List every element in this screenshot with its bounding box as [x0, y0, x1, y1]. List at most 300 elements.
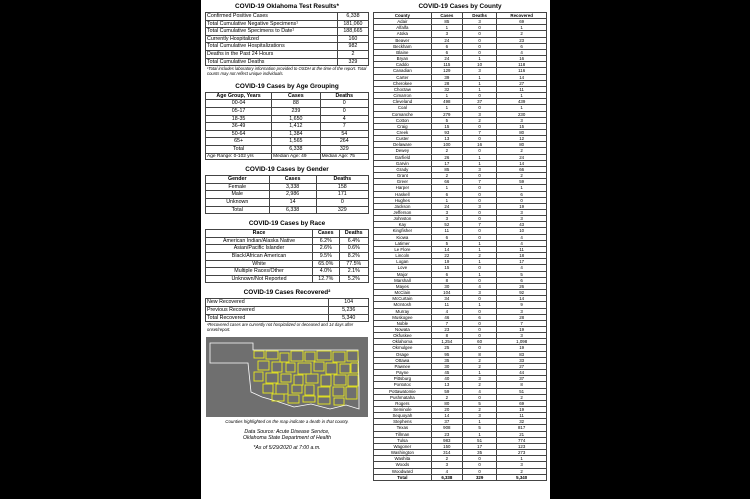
race-row	[206, 268, 369, 276]
county-deaths: 0	[462, 228, 496, 234]
county-deaths: 3	[462, 68, 496, 74]
county-deaths: 0	[462, 191, 496, 197]
age-cases: 1,650	[272, 115, 320, 123]
county-recovered: 19	[497, 345, 547, 351]
age-group: 50-64	[206, 130, 272, 138]
county-deaths: 0	[462, 326, 496, 332]
county-cases: 39	[431, 74, 462, 80]
gender-deaths: 171	[316, 191, 368, 199]
county-deaths: 1	[462, 56, 496, 62]
county-deaths: 0	[462, 265, 496, 271]
county-recovered: 80	[497, 142, 547, 148]
county-recovered: 1	[497, 185, 547, 191]
race-cases: 6.2%	[313, 237, 340, 245]
gender-table	[205, 175, 369, 214]
gender-header-deaths: Deaths	[316, 176, 368, 184]
county-recovered: 6	[497, 277, 547, 283]
county-recovered: 4	[497, 265, 547, 271]
county-name: Kingfisher	[374, 228, 432, 234]
county-deaths: 1	[462, 246, 496, 252]
county-name: Osage	[374, 351, 432, 357]
county-deaths: 3	[462, 203, 496, 209]
age-deaths: 329	[320, 145, 368, 153]
county-recovered: 4	[497, 49, 547, 55]
county-cases: 1	[431, 185, 462, 191]
race-header-race: Race	[206, 230, 313, 238]
age-row	[206, 100, 369, 108]
age-deaths: 7	[320, 123, 368, 131]
county-deaths: 0	[462, 333, 496, 339]
county-deaths: 3	[462, 413, 496, 419]
county-deaths: 7	[462, 179, 496, 185]
county-deaths: 0	[462, 462, 496, 468]
county-recovered: 5	[497, 271, 547, 277]
county-deaths: 2	[462, 363, 496, 369]
county-cases: 7	[431, 320, 462, 326]
test-result-value: 188,665	[337, 28, 368, 36]
county-name: Hughes	[374, 197, 432, 203]
race-deaths: 0.6%	[339, 245, 368, 253]
county-name: Nowata	[374, 326, 432, 332]
county-recovered: 69	[497, 19, 547, 25]
county-recovered: 10	[497, 228, 547, 234]
gender-gender: Total	[206, 206, 270, 214]
county-name: Stephens	[374, 419, 432, 425]
county-name: Bryan	[374, 56, 432, 62]
county-name: Comanche	[374, 111, 432, 117]
county-cases: 11	[431, 228, 462, 234]
county-name: Pontotoc	[374, 382, 432, 388]
gender-title: COVID-19 Cases by Gender	[245, 166, 329, 174]
race-row	[206, 275, 369, 283]
county-cases: 80	[431, 400, 462, 406]
county-cases: 2	[431, 394, 462, 400]
county-name: Dewey	[374, 148, 432, 154]
county-name: Sequoyah	[374, 413, 432, 419]
county-deaths: 0	[462, 49, 496, 55]
county-cases: 22	[431, 253, 462, 259]
county-cases: 5	[431, 240, 462, 246]
county-cases: 6	[431, 49, 462, 55]
county-name: Ottawa	[374, 357, 432, 363]
county-cases: 14	[431, 413, 462, 419]
age-cases: 88	[272, 100, 320, 108]
data-source-line1: Data Source: Acute Disease Service,	[244, 428, 330, 435]
county-deaths: 10	[462, 62, 496, 68]
county-deaths: 3	[462, 19, 496, 25]
county-name: Tillman	[374, 431, 432, 437]
county-name: Cherokee	[374, 80, 432, 86]
gender-cases: 3,338	[269, 183, 316, 191]
county-name: Pawnee	[374, 363, 432, 369]
data-source-line2: Oklahoma State Department of Health	[243, 435, 331, 442]
county-recovered: 5,340	[497, 474, 547, 480]
county-cases: 13	[431, 136, 462, 142]
county-recovered: 1	[497, 93, 547, 99]
county-deaths: 4	[462, 283, 496, 289]
county-deaths: 0	[462, 308, 496, 314]
county-deaths: 7	[462, 222, 496, 228]
test-result-label: Total Cumulative Hospitalizations	[206, 43, 338, 51]
gender-row	[206, 199, 369, 207]
race-deaths: 6.4%	[339, 237, 368, 245]
county-recovered: 2	[497, 173, 547, 179]
age-group: Total	[206, 145, 272, 153]
county-name: Cimarron	[374, 93, 432, 99]
county-deaths: 1	[462, 86, 496, 92]
county-recovered: 6	[497, 191, 547, 197]
county-cases: 3	[431, 210, 462, 216]
race-header-cases: Cases	[313, 230, 340, 238]
county-cases: 14	[431, 246, 462, 252]
age-cases: 239	[272, 107, 320, 115]
county-name: Caddo	[374, 62, 432, 68]
county-cases: 4	[431, 468, 462, 474]
county-cases: 85	[431, 19, 462, 25]
age-range: Age Range: 0-102 yrs	[206, 153, 272, 160]
recovered-row	[206, 307, 369, 315]
gender-cases: 6,338	[269, 206, 316, 214]
recovered-title: COVID-19 Cases Recovered²	[243, 289, 331, 297]
county-recovered: 3	[497, 216, 547, 222]
county-recovered: 16	[497, 56, 547, 62]
county-name: Washington	[374, 450, 432, 456]
county-deaths: 0	[462, 197, 496, 203]
county-name: Kiowa	[374, 234, 432, 240]
county-deaths: 3	[462, 111, 496, 117]
race-row	[206, 253, 369, 261]
age-row	[206, 107, 369, 115]
county-name: Okmulgee	[374, 345, 432, 351]
county-deaths: 0	[462, 25, 496, 31]
county-deaths: 0	[462, 216, 496, 222]
county-name: Harper	[374, 185, 432, 191]
county-recovered: 23	[497, 37, 547, 43]
county-recovered: 33	[497, 357, 547, 363]
county-recovered: 123	[497, 443, 547, 449]
county-deaths: 0	[462, 210, 496, 216]
county-cases: 279	[431, 111, 462, 117]
county-name: Grady	[374, 166, 432, 172]
county-name: Texas	[374, 425, 432, 431]
county-name: Pottawatomie	[374, 388, 432, 394]
race-deaths: 2.1%	[339, 268, 368, 276]
county-recovered: 1,098	[497, 339, 547, 345]
county-deaths: 1	[462, 431, 496, 437]
test-result-label: Confirmed Positive Cases	[206, 13, 338, 21]
county-recovered: 9	[497, 302, 547, 308]
county-deaths: 6	[462, 314, 496, 320]
county-recovered: 2	[497, 394, 547, 400]
county-deaths: 2	[462, 117, 496, 123]
right-column	[373, 2, 547, 481]
age-group: 00-04	[206, 100, 272, 108]
county-deaths: 0	[462, 185, 496, 191]
county-recovered: 11	[497, 246, 547, 252]
test-results-row	[206, 58, 369, 66]
gender-deaths: 329	[316, 206, 368, 214]
gender-deaths: 158	[316, 183, 368, 191]
county-deaths: 2	[462, 357, 496, 363]
test-result-value: 6,338	[337, 13, 368, 21]
age-row	[206, 115, 369, 123]
county-recovered: 6	[497, 43, 547, 49]
age-row	[206, 145, 369, 153]
test-result-label: Total Cumulative Deaths	[206, 58, 338, 66]
test-results-row	[206, 50, 369, 58]
county-name: Custer	[374, 136, 432, 142]
county-cases: 6	[431, 271, 462, 277]
race-cases: 65.0%	[313, 260, 340, 268]
county-name: Rogers	[374, 400, 432, 406]
county-name: Muskogee	[374, 314, 432, 320]
county-recovered: 51	[497, 388, 547, 394]
gender-row	[206, 206, 369, 214]
county-name: Canadian	[374, 68, 432, 74]
county-recovered: 4	[497, 234, 547, 240]
county-recovered: 118	[497, 62, 547, 68]
county-header-county: County	[374, 13, 432, 19]
county-recovered: 14	[497, 74, 547, 80]
county-name: McCurtain	[374, 296, 432, 302]
county-cases: 37	[431, 419, 462, 425]
county-name: Atoka	[374, 31, 432, 37]
county-recovered: 11	[497, 86, 547, 92]
race-header-deaths: Deaths	[339, 230, 368, 238]
county-deaths: 0	[462, 468, 496, 474]
test-results-table	[205, 12, 369, 66]
gender-row	[206, 191, 369, 199]
county-name: Pittsburg	[374, 376, 432, 382]
test-results-title: COVID-19 Oklahoma Test Results*	[235, 3, 339, 10]
race-cases: 12.7%	[313, 275, 340, 283]
county-deaths: 1	[462, 240, 496, 246]
county-recovered: 3	[497, 462, 547, 468]
race-race: Multiple Races/Other	[206, 268, 313, 276]
recovered-label: Total Recovered	[206, 314, 329, 322]
county-name: Jefferson	[374, 210, 432, 216]
county-deaths: 17	[462, 443, 496, 449]
county-cases: 3	[431, 462, 462, 468]
county-recovered: 14	[497, 296, 547, 302]
county-header-cases: Cases	[431, 13, 462, 19]
county-deaths: 0	[462, 105, 496, 111]
county-name: Beckham	[374, 43, 432, 49]
county-name: Adair	[374, 19, 432, 25]
county-name: Wagoner	[374, 443, 432, 449]
county-recovered: 19	[497, 407, 547, 413]
median-age-deaths: Median Age: 75	[320, 153, 368, 160]
age-deaths: 264	[320, 138, 368, 146]
race-row	[206, 260, 369, 268]
test-result-label: Deaths in the Past 24 Hours	[206, 50, 338, 58]
county-cases: 115	[431, 62, 462, 68]
county-recovered: 21	[497, 431, 547, 437]
county-name: Cotton	[374, 117, 432, 123]
county-recovered: 3	[497, 117, 547, 123]
county-recovered: 17	[497, 259, 547, 265]
age-deaths: 0	[320, 107, 368, 115]
county-recovered: 19	[497, 326, 547, 332]
age-table	[205, 92, 369, 161]
county-cases: 23	[431, 326, 462, 332]
recovered-label: Previous Recovered	[206, 307, 329, 315]
county-cases: 24	[431, 56, 462, 62]
county-cases: 66	[431, 179, 462, 185]
county-deaths: 60	[462, 339, 496, 345]
county-name: Major	[374, 271, 432, 277]
county-recovered: 3	[497, 333, 547, 339]
recovered-value: 5,340	[329, 314, 369, 322]
age-cases: 1,412	[272, 123, 320, 131]
age-row	[206, 123, 369, 131]
county-recovered: 1	[497, 105, 547, 111]
age-header-group: Age Group, Years	[206, 92, 272, 100]
recovered-row	[206, 314, 369, 322]
county-cases: 8	[431, 333, 462, 339]
county-recovered: 19	[497, 203, 547, 209]
race-deaths: 8.2%	[339, 253, 368, 261]
gender-header-gender: Gender	[206, 176, 270, 184]
county-recovered: 2	[497, 31, 547, 37]
gender-gender: Unknown	[206, 199, 270, 207]
county-name: Woods	[374, 462, 432, 468]
county-deaths: 1	[462, 80, 496, 86]
race-title: COVID-19 Cases by Race	[248, 220, 326, 228]
county-cases: 46	[431, 314, 462, 320]
county-name: Love	[374, 265, 432, 271]
county-recovered: 8	[497, 382, 547, 388]
county-recovered: 92	[497, 290, 547, 296]
county-cases: 2	[431, 173, 462, 179]
county-deaths: 0	[462, 93, 496, 99]
county-name: Greer	[374, 179, 432, 185]
recovered-value: 5,236	[329, 307, 369, 315]
county-name: Beaver	[374, 37, 432, 43]
county-name: Latimer	[374, 240, 432, 246]
county-deaths: 1	[462, 259, 496, 265]
county-deaths: 16	[462, 142, 496, 148]
county-header-deaths: Deaths	[462, 13, 496, 19]
recovered-table	[205, 298, 369, 322]
race-race: Black/African American	[206, 253, 313, 261]
county-deaths: 0	[462, 43, 496, 49]
county-table	[373, 12, 547, 481]
county-recovered: 18	[497, 253, 547, 259]
race-cases: 2.6%	[313, 245, 340, 253]
race-row	[206, 237, 369, 245]
county-cases: 85	[431, 166, 462, 172]
county-recovered: 2	[497, 468, 547, 474]
test-result-value: 160	[337, 35, 368, 43]
race-race: Asian/Pacific Islander	[206, 245, 313, 253]
county-cases: 30	[431, 283, 462, 289]
county-recovered: 14	[497, 160, 547, 166]
median-age-cases: Median Age: 49	[272, 153, 320, 160]
county-recovered: 439	[497, 99, 547, 105]
age-header-cases: Cases	[272, 92, 320, 100]
county-deaths: 7	[462, 129, 496, 135]
gender-gender: Female	[206, 183, 270, 191]
county-deaths: 8	[462, 351, 496, 357]
county-recovered: 7	[497, 320, 547, 326]
county-deaths: 0	[462, 296, 496, 302]
age-group: 18-35	[206, 115, 272, 123]
county-name: Creek	[374, 129, 432, 135]
county-cases: 35	[431, 357, 462, 363]
county-recovered: 27	[497, 363, 547, 369]
county-deaths: 2	[462, 382, 496, 388]
county-name: McClain	[374, 290, 432, 296]
county-recovered: 83	[497, 351, 547, 357]
county-cases: 23	[431, 431, 462, 437]
county-cases: 6	[431, 234, 462, 240]
county-cases: 3	[431, 31, 462, 37]
county-name: Pushmataha	[374, 394, 432, 400]
county-recovered: 32	[497, 419, 547, 425]
county-recovered: 59	[497, 179, 547, 185]
county-deaths: 0	[462, 37, 496, 43]
county-cases: 19	[431, 259, 462, 265]
county-recovered: 774	[497, 437, 547, 443]
county-deaths: 329	[462, 474, 496, 480]
county-deaths: 0	[462, 123, 496, 129]
county-recovered: 273	[497, 450, 547, 456]
county-deaths: 1	[462, 271, 496, 277]
county-recovered: 11	[497, 413, 547, 419]
county-deaths: 0	[462, 456, 496, 462]
county-recovered: 27	[497, 80, 547, 86]
county-cases: 1	[431, 197, 462, 203]
county-deaths: 2	[462, 253, 496, 259]
county-deaths: 35	[462, 450, 496, 456]
county-recovered: 24	[497, 154, 547, 160]
county-name: McIntosh	[374, 302, 432, 308]
county-deaths: 5	[462, 425, 496, 431]
county-cases: 100	[431, 142, 462, 148]
county-deaths: 0	[462, 234, 496, 240]
county-cases: 95	[431, 351, 462, 357]
county-recovered: 66	[497, 166, 547, 172]
age-title: COVID-19 Cases by Age Grouping	[235, 82, 339, 90]
county-deaths: 0	[462, 173, 496, 179]
county-deaths: 0	[462, 345, 496, 351]
county-recovered: 0	[497, 197, 547, 203]
county-name: Haskell	[374, 191, 432, 197]
county-cases: 1	[431, 25, 462, 31]
county-deaths: 51	[462, 437, 496, 443]
race-cases: 4.0%	[313, 268, 340, 276]
age-row	[206, 130, 369, 138]
county-cases: 104	[431, 290, 462, 296]
county-cases: 93	[431, 129, 462, 135]
county-cases: 32	[431, 86, 462, 92]
recovered-row	[206, 299, 369, 307]
age-deaths: 4	[320, 115, 368, 123]
test-results-row	[206, 28, 369, 36]
county-name: Jackson	[374, 203, 432, 209]
county-deaths: 3	[462, 376, 496, 382]
county-deaths: 0	[462, 31, 496, 37]
county-cases: 40	[431, 376, 462, 382]
county-cases: 25	[431, 345, 462, 351]
county-name: Payne	[374, 370, 432, 376]
county-name: Woodward	[374, 468, 432, 474]
county-cases: 34	[431, 296, 462, 302]
county-name: Carter	[374, 74, 432, 80]
county-name: Garfield	[374, 154, 432, 160]
county-cases: 13	[431, 382, 462, 388]
